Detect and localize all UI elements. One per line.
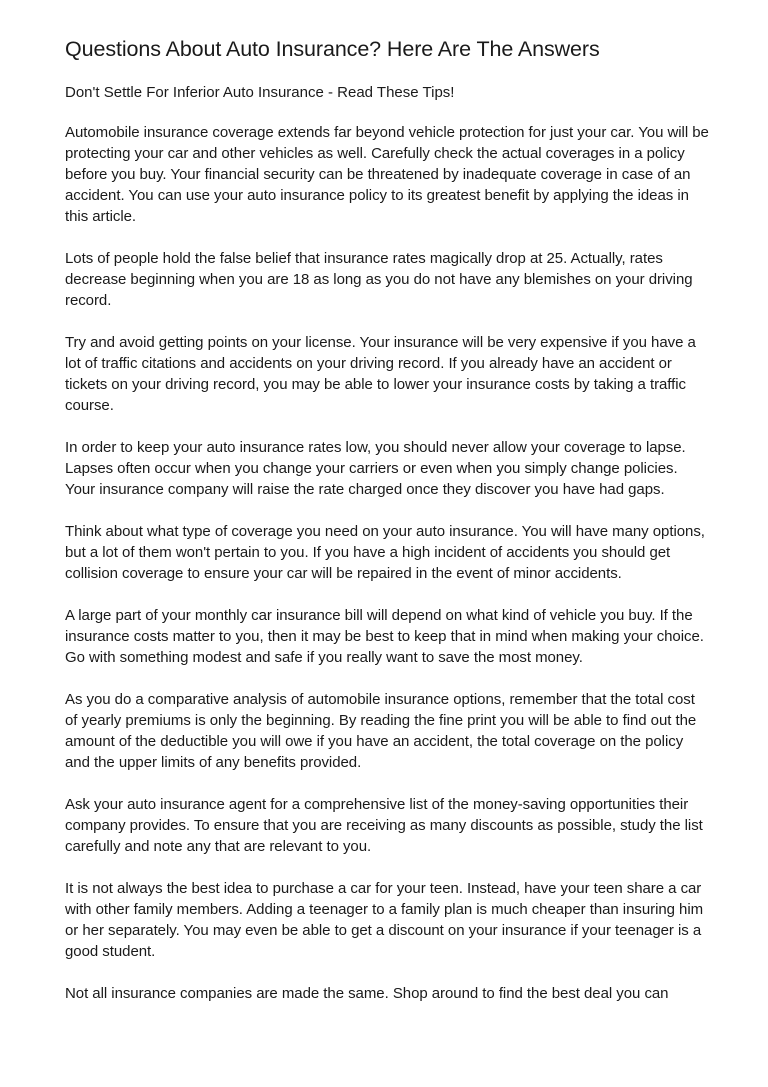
paragraph-2: Lots of people hold the false belief that insurance rates magically drop at 25. Actually, rates decrease beginning when you are 18 as long as you do not have any blemishes on your driving record.: [65, 250, 693, 309]
paragraph-9: It is not always the best idea to purchase a car for your teen. Instead, have your teen share a car with other family members. Adding a teenager to a family plan is much cheaper than insuring him or her separately. You may even be able to get a discount on your insurance if your teenager is a good student.: [65, 880, 704, 960]
paragraph-7: As you do a comparative analysis of automobile insurance options, remember that the total cost of yearly premiums is only the beginning. By reading the fine print you will be able to find out the amount of the deductible you will owe if you have an accident, the total coverage on the policy and the upper limits of any benefits provided.: [65, 691, 697, 771]
paragraph-10: Not all insurance companies are made the same. Shop around to find the best deal you can: [65, 985, 669, 1002]
paragraph-6: A large part of your monthly car insurance bill will depend on what kind of vehicle you buy. If the insurance costs matter to you, then it may be best to keep that in mind when making your choice. Go with something modest and safe if you really want to save the most money.: [65, 607, 704, 666]
paragraph-8: Ask your auto insurance agent for a comprehensive list of the money-saving opportunities their company provides. To ensure that you are receiving as many discounts as possible, study the list carefully and note any that are relevant to you.: [65, 796, 703, 855]
paragraph-3: Try and avoid getting points on your license. Your insurance will be very expensive if you have a lot of traffic citations and accidents on your driving record. If you already have an accident or tickets on your driving record, you may be able to lower your insurance costs by taking a traffic course.: [65, 334, 696, 414]
document-page: [65, 34, 710, 1004]
document-subtitle: Don't Settle For Inferior Auto Insurance - Read These Tips!: [65, 84, 455, 101]
paragraph-5: Think about what type of coverage you need on your auto insurance. You will have many options, but a lot of them won't pertain to you. If you have a high incident of accidents you should get collision coverage to ensure your car will be repaired in the event of minor accidents.: [65, 523, 705, 582]
paragraph-4: In order to keep your auto insurance rates low, you should never allow your coverage to lapse. Lapses often occur when you change your carriers or even when you simply change policies. Your insurance company will raise the rate charged once they discover you have had gaps.: [65, 439, 686, 498]
document-title: Questions About Auto Insurance? Here Are The Answers: [65, 37, 600, 61]
paragraph-1: Automobile insurance coverage extends far beyond vehicle protection for just your car. You will be protecting your car and other vehicles as well. Carefully check the actual coverages in a policy before you buy. Your financial security can be threatened by inadequate coverage in case of an accident. You can use your auto insurance policy to its greatest benefit by applying the ideas in this article.: [65, 124, 709, 225]
